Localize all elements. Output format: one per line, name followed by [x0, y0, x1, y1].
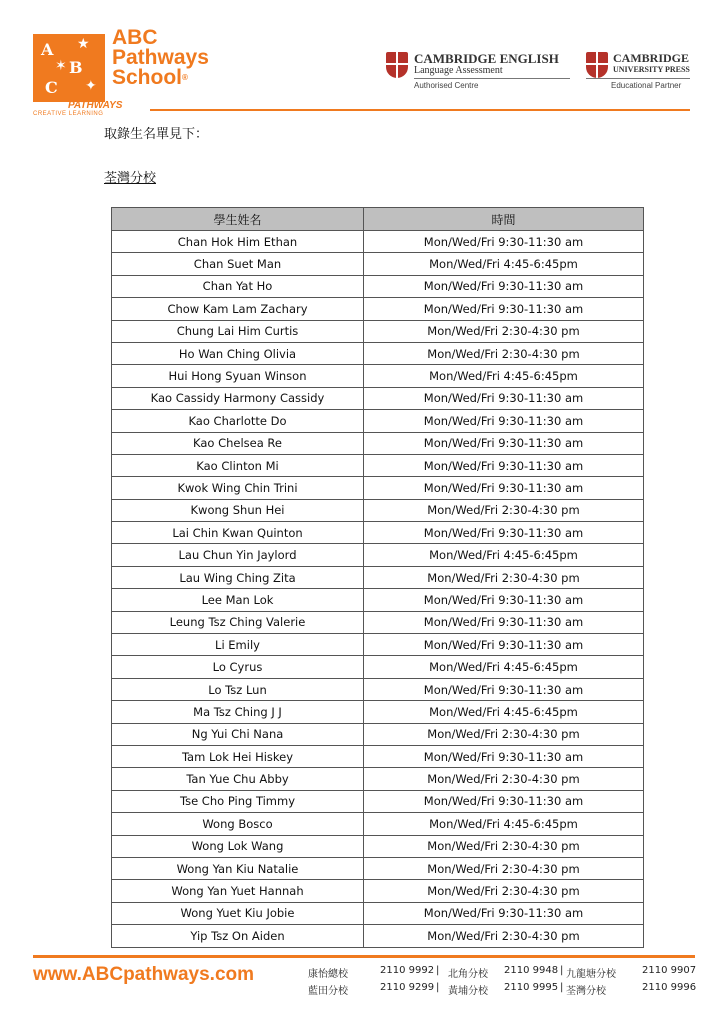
table-row — [112, 813, 644, 835]
authorised-centre-label: Authorised Centre — [414, 81, 479, 90]
time-cell: Mon/Wed/Fri 4:45-6:45pm — [364, 365, 644, 387]
time-cell: Mon/Wed/Fri 4:45-6:45pm — [364, 656, 644, 678]
time-cell: Mon/Wed/Fri 2:30-4:30 pm — [364, 499, 644, 521]
student-name-cell: Kao Chelsea Re — [112, 432, 364, 454]
student-name-cell: Ma Tsz Ching J J — [112, 701, 364, 723]
student-name-cell: Lee Man Lok — [112, 589, 364, 611]
time-cell: Mon/Wed/Fri 9:30-11:30 am — [364, 589, 644, 611]
time-cell: Mon/Wed/Fri 9:30-11:30 am — [364, 678, 644, 700]
website-url: www.ABCpathways.com — [33, 964, 255, 985]
branch-name: 荃灣分校 — [566, 986, 606, 997]
table-row — [112, 656, 644, 678]
cambridge-press-shield-icon — [586, 52, 608, 78]
time-cell: Mon/Wed/Fri 9:30-11:30 am — [364, 454, 644, 476]
time-cell: Mon/Wed/Fri 2:30-4:30 pm — [364, 723, 644, 745]
table-row — [112, 432, 644, 454]
school-name-line-2: Pathways — [112, 46, 209, 69]
time-cell: Mon/Wed/Fri 9:30-11:30 am — [364, 522, 644, 544]
time-cell: Mon/Wed/Fri 2:30-4:30 pm — [364, 925, 644, 947]
time-cell: Mon/Wed/Fri 4:45-6:45pm — [364, 253, 644, 275]
table-row — [112, 611, 644, 633]
star-icon: ✶ — [55, 58, 67, 74]
creative-learning-tagline: CREATIVE LEARNING — [33, 111, 104, 117]
student-name-cell: Chung Lai Him Curtis — [112, 320, 364, 342]
student-name-cell: Hui Hong Syuan Winson — [112, 365, 364, 387]
time-cell: Mon/Wed/Fri 9:30-11:30 am — [364, 410, 644, 432]
table-row — [112, 410, 644, 432]
student-name-cell: Yip Tsz On Aiden — [112, 925, 364, 947]
table-row — [112, 902, 644, 924]
school-name — [112, 28, 209, 88]
star-icon: ✦ — [85, 78, 97, 94]
cambridge-press-divider — [586, 78, 690, 79]
table-row — [112, 880, 644, 902]
student-name-cell: Lo Tsz Lun — [112, 678, 364, 700]
footer-divider — [33, 955, 695, 958]
branch-name: 黃埔分校 — [448, 986, 488, 997]
student-name-cell: Lai Chin Kwan Quinton — [112, 522, 364, 544]
time-cell: Mon/Wed/Fri 9:30-11:30 am — [364, 790, 644, 812]
student-name-cell: Wong Bosco — [112, 813, 364, 835]
cambridge-shield-icon — [386, 52, 408, 78]
school-name-line-3: School — [112, 66, 183, 89]
branch-phone: 2110 9992 — [380, 965, 435, 976]
student-name-cell: Wong Yuet Kiu Jobie — [112, 902, 364, 924]
student-name-cell: Li Emily — [112, 634, 364, 656]
table-row — [112, 253, 644, 275]
table-row — [112, 723, 644, 745]
student-name-cell: Chan Yat Ho — [112, 275, 364, 297]
student-name-cell: Ho Wan Ching Olivia — [112, 342, 364, 364]
table-row — [112, 544, 644, 566]
separator: | — [436, 965, 440, 976]
time-cell: Mon/Wed/Fri 4:45-6:45pm — [364, 544, 644, 566]
time-cell: Mon/Wed/Fri 9:30-11:30 am — [364, 745, 644, 767]
student-name-cell: Kao Charlotte Do — [112, 410, 364, 432]
student-name-cell: Wong Lok Wang — [112, 835, 364, 857]
table-body — [112, 231, 644, 948]
separator: | — [560, 965, 564, 976]
page-header — [0, 0, 724, 120]
branch-phone: 2110 9299 — [380, 982, 435, 993]
branch-phone: 2110 9907 — [642, 965, 697, 976]
time-cell: Mon/Wed/Fri 9:30-11:30 am — [364, 298, 644, 320]
student-name-cell: Chan Suet Man — [112, 253, 364, 275]
pathways-tagline: PATHWAYS — [68, 100, 123, 111]
logo-letter-c: C — [45, 78, 58, 97]
time-cell: Mon/Wed/Fri 9:30-11:30 am — [364, 432, 644, 454]
table-header-row — [112, 208, 644, 231]
table-row — [112, 701, 644, 723]
cambridge-press-title: CAMBRIDGE — [613, 51, 690, 65]
logo-letter-a: A — [41, 40, 54, 59]
student-name-cell: Kao Cassidy Harmony Cassidy — [112, 387, 364, 409]
branch-phone: 2110 9996 — [642, 982, 697, 993]
time-cell: Mon/Wed/Fri 9:30-11:30 am — [364, 387, 644, 409]
student-name-cell: Kwong Shun Hei — [112, 499, 364, 521]
time-cell: Mon/Wed/Fri 9:30-11:30 am — [364, 231, 644, 253]
student-name-cell: Tam Lok Hei Hiskey — [112, 745, 364, 767]
table-row — [112, 745, 644, 767]
registered-mark: ® — [182, 73, 188, 82]
table-row — [112, 768, 644, 790]
table-row — [112, 231, 644, 253]
table-row — [112, 835, 644, 857]
separator: | — [436, 982, 440, 993]
time-cell: Mon/Wed/Fri 4:45-6:45pm — [364, 813, 644, 835]
table-row — [112, 566, 644, 588]
table-row — [112, 342, 644, 364]
column-header-student-name: 學生姓名 — [112, 208, 364, 231]
educational-partner-label: Educational Partner — [611, 81, 682, 90]
table-row — [112, 925, 644, 947]
table-row — [112, 387, 644, 409]
time-cell: Mon/Wed/Fri 9:30-11:30 am — [364, 634, 644, 656]
time-cell: Mon/Wed/Fri 9:30-11:30 am — [364, 477, 644, 499]
student-name-cell: Lo Cyrus — [112, 656, 364, 678]
student-name-cell: Leung Tsz Ching Valerie — [112, 611, 364, 633]
header-divider — [150, 109, 690, 111]
time-cell: Mon/Wed/Fri 9:30-11:30 am — [364, 275, 644, 297]
cambridge-english-subtitle: Language Assessment — [414, 65, 503, 76]
time-cell: Mon/Wed/Fri 9:30-11:30 am — [364, 902, 644, 924]
column-header-time: 時間 — [364, 208, 644, 231]
table-row — [112, 320, 644, 342]
table-row — [112, 790, 644, 812]
table-row — [112, 454, 644, 476]
branch-phone: 2110 9948 — [504, 965, 559, 976]
table-row — [112, 477, 644, 499]
abc-pathways-logo — [33, 34, 105, 102]
table-row — [112, 275, 644, 297]
branch-name: 北角分校 — [448, 969, 488, 980]
branch-title: 荃灣分校 — [104, 171, 157, 186]
student-name-cell: Chow Kam Lam Zachary — [112, 298, 364, 320]
time-cell: Mon/Wed/Fri 2:30-4:30 pm — [364, 835, 644, 857]
table-row — [112, 857, 644, 879]
student-name-cell: Ng Yui Chi Nana — [112, 723, 364, 745]
branch-name: 藍田分校 — [308, 986, 348, 997]
star-icon: ★ — [77, 36, 90, 52]
intro-text: 取錄生名單見下： — [104, 127, 209, 142]
branch-phone: 2110 9995 — [504, 982, 559, 993]
table-row — [112, 298, 644, 320]
time-cell: Mon/Wed/Fri 2:30-4:30 pm — [364, 566, 644, 588]
school-name-line-1: ABC — [112, 26, 158, 49]
time-cell: Mon/Wed/Fri 2:30-4:30 pm — [364, 768, 644, 790]
student-name-cell: Lau Chun Yin Jaylord — [112, 544, 364, 566]
time-cell: Mon/Wed/Fri 2:30-4:30 pm — [364, 880, 644, 902]
time-cell: Mon/Wed/Fri 2:30-4:30 pm — [364, 342, 644, 364]
table-row — [112, 499, 644, 521]
table-row — [112, 589, 644, 611]
time-cell: Mon/Wed/Fri 9:30-11:30 am — [364, 611, 644, 633]
table-row — [112, 365, 644, 387]
admission-table — [111, 207, 644, 948]
table-row — [112, 522, 644, 544]
student-name-cell: Lau Wing Ching Zita — [112, 566, 364, 588]
student-name-cell: Tse Cho Ping Timmy — [112, 790, 364, 812]
student-name-cell: Tan Yue Chu Abby — [112, 768, 364, 790]
table-row — [112, 634, 644, 656]
student-name-cell: Wong Yan Yuet Hannah — [112, 880, 364, 902]
logo-letter-b: B — [69, 58, 83, 77]
student-name-cell: Chan Hok Him Ethan — [112, 231, 364, 253]
cambridge-press-subtitle: UNIVERSITY PRESS — [613, 65, 690, 74]
table-row — [112, 678, 644, 700]
branch-name: 九龍塘分校 — [566, 969, 616, 980]
time-cell: Mon/Wed/Fri 4:45-6:45pm — [364, 701, 644, 723]
cambridge-english-title: CAMBRIDGE ENGLISH — [414, 51, 559, 66]
separator: | — [560, 982, 564, 993]
student-name-cell: Wong Yan Kiu Natalie — [112, 857, 364, 879]
cambridge-english-divider — [414, 78, 570, 79]
branch-name: 康怡總校 — [308, 969, 348, 980]
student-name-cell: Kao Clinton Mi — [112, 454, 364, 476]
time-cell: Mon/Wed/Fri 2:30-4:30 pm — [364, 320, 644, 342]
time-cell: Mon/Wed/Fri 2:30-4:30 pm — [364, 857, 644, 879]
student-name-cell: Kwok Wing Chin Trini — [112, 477, 364, 499]
